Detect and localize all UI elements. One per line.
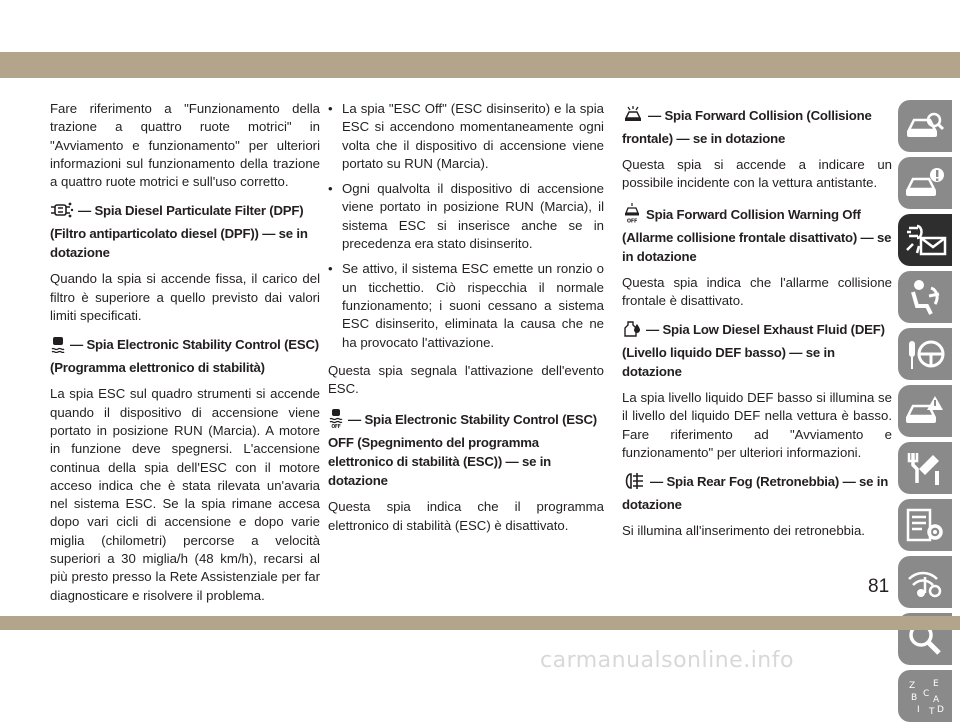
def-heading xyxy=(622,320,892,381)
intro-paragraph: Fare riferimento a "Funzionamento della trazione a quattro ruote motrici" in "Avviamento e funzionamento" per ulteriori informazioni sul funzionamento della trazione a quattro ruote motrici e sull'uso corretto. xyxy=(50,101,320,190)
esc-off-icon xyxy=(328,408,344,433)
def-fluid-icon xyxy=(622,320,642,343)
svg-text:A: A xyxy=(933,695,940,705)
svg-text:OFF: OFF xyxy=(331,424,341,429)
esc-off-heading-text: — Spia Electronic Stability Control (ESC) OFF (Spegnimento del programma elettronico di stabilità (ESC)) — se in dotazione xyxy=(328,412,597,489)
fcw-off-heading-text: Spia Forward Collision Warning Off (Allarme collisione frontale disattivato) — se in dotazione xyxy=(622,206,892,264)
column-3 xyxy=(622,100,892,551)
tab-multimedia[interactable] xyxy=(898,556,952,608)
svg-text:B: B xyxy=(911,693,918,703)
def-heading-text: — Spia Low Diesel Exhaust Fluid (DEF) (Livello liquido DEF basso) — se in dotazione xyxy=(622,322,885,380)
list-item: • Ogni qualvolta il dispositivo di accensione viene portato in posizione RUN (Marcia), il sistema ESC si inserisce anche se in precedenza era stato disinserito. xyxy=(328,180,604,253)
fog-paragraph: Si illumina all'inserimento dei retronebbia. xyxy=(622,523,865,539)
svg-text:I: I xyxy=(917,705,920,715)
svg-text:D: D xyxy=(937,705,944,715)
esc-bullet-list xyxy=(328,100,604,352)
svg-text:Z: Z xyxy=(909,681,916,691)
airbag-seat-icon xyxy=(905,278,945,316)
fc-heading-text: — Spia Forward Collision (Collisione frontale) — se in dotazione xyxy=(622,108,872,146)
esc-heading-text: — Spia Electronic Stability Control (ESC) (Programma elettronico di stabilità) xyxy=(50,337,319,376)
fcw-off-heading xyxy=(622,203,892,266)
warning-light-message-icon xyxy=(903,222,947,258)
fog-heading-text: — Spia Rear Fog (Retronebbia) — se in dotazione xyxy=(622,474,889,513)
rear-fog-icon xyxy=(622,472,646,495)
svg-text:T: T xyxy=(929,707,935,716)
alphabet-index-icon xyxy=(905,676,945,716)
tab-servicing[interactable] xyxy=(898,442,952,494)
svg-text:OFF: OFF xyxy=(626,218,638,223)
car-search-icon xyxy=(905,108,945,144)
chapter-tabs xyxy=(898,100,954,727)
top-margin xyxy=(0,0,960,46)
esc-warning-icon xyxy=(50,335,66,358)
fc-heading xyxy=(622,106,892,148)
list-item: • La spia "ESC Off" (ESC disinserito) e la spia ESC si accendono momentaneamente ogni volta che il dispositivo di accensione viene portato su RUN (Marcia). xyxy=(328,100,604,173)
esc-paragraph: La spia ESC sul quadro strumenti si accende quando il dispositivo di accensione viene portato in posizione RUN (Marcia). A motore in funzione deve spegnersi. L'accensione continua della spia dell'ESC con il motore acceso indica che è stata rilevata un'avaria nel sistema ESC. Se la spia rimane accesa dopo vari cicli di accensione e dopo varie miglia (chilometri) percorse a velocità superiori a 30 miglia/h (48 km/h), recarsi al più presto presso la Rete Assistenziale per far diagnosticare e risolvere il problema. xyxy=(50,386,320,603)
dpf-heading-text: — Spia Diesel Particulate Filter (DPF) (Filtro antiparticolato diesel (DPF)) — se in dotazione xyxy=(50,203,308,261)
svg-text:C: C xyxy=(923,689,930,699)
fc-paragraph: Questa spia si accende a indicare un possibile incidente con la vettura antistante. xyxy=(622,157,892,191)
list-item: • Se attivo, il sistema ESC emette un ronzio o un ticchettio. Ciò rispecchia il normale funzionamento; i suoni cessano a sistema ESC disinserito, eliminata la causa che ne ha provocato l'attivazione. xyxy=(328,260,604,351)
header-stripe xyxy=(0,52,960,78)
dpf-heading xyxy=(50,201,320,262)
footer-stripe xyxy=(0,616,960,630)
esc-heading xyxy=(50,335,320,377)
esc-off-paragraph: Questa spia indica che il programma elettronico di stabilità (ESC) è disattivato. xyxy=(328,499,604,533)
tools-icon xyxy=(905,449,945,487)
fog-heading xyxy=(622,472,892,514)
tab-safety[interactable] xyxy=(898,271,952,323)
def-paragraph: La spia livello liquido DEF basso si illumina se il livello del liquido DEF nella vettura è basso. Fare riferimento ad "Avviamento e funzionamento" per ulteriori informazioni. xyxy=(622,390,892,461)
dpf-paragraph: Quando la spia si accende fissa, il carico del filtro è superiore a quello previsto dai valori limiti specificati. xyxy=(50,271,320,324)
multimedia-icon xyxy=(905,563,945,601)
tab-car-info[interactable] xyxy=(898,157,952,209)
car-info-icon xyxy=(905,165,945,201)
column-1 xyxy=(50,100,320,615)
tab-starting[interactable] xyxy=(898,328,952,380)
page-number: 81 xyxy=(868,576,890,597)
fcw-off-paragraph: Questa spia indica che l'allarme collisione frontale è disattivato. xyxy=(622,274,892,308)
specs-gear-icon xyxy=(905,506,945,544)
column-2 xyxy=(328,100,604,545)
activation-paragraph: Questa spia segnala l'attivazione dell'evento ESC. xyxy=(328,362,604,397)
dpf-warning-icon xyxy=(50,201,74,224)
steering-key-icon xyxy=(905,335,945,373)
esc-off-heading xyxy=(328,408,604,490)
tab-technical-specs[interactable] xyxy=(898,499,952,551)
tab-car-search[interactable] xyxy=(898,100,952,152)
svg-text:E: E xyxy=(933,679,939,689)
tab-warning-lights[interactable] xyxy=(898,214,952,266)
car-crash-warning-icon xyxy=(905,392,945,430)
forward-collision-off-icon xyxy=(622,203,642,228)
watermark: carmanualsonline.info xyxy=(540,648,794,673)
forward-collision-icon xyxy=(622,106,644,129)
tab-emergency[interactable] xyxy=(898,385,952,437)
